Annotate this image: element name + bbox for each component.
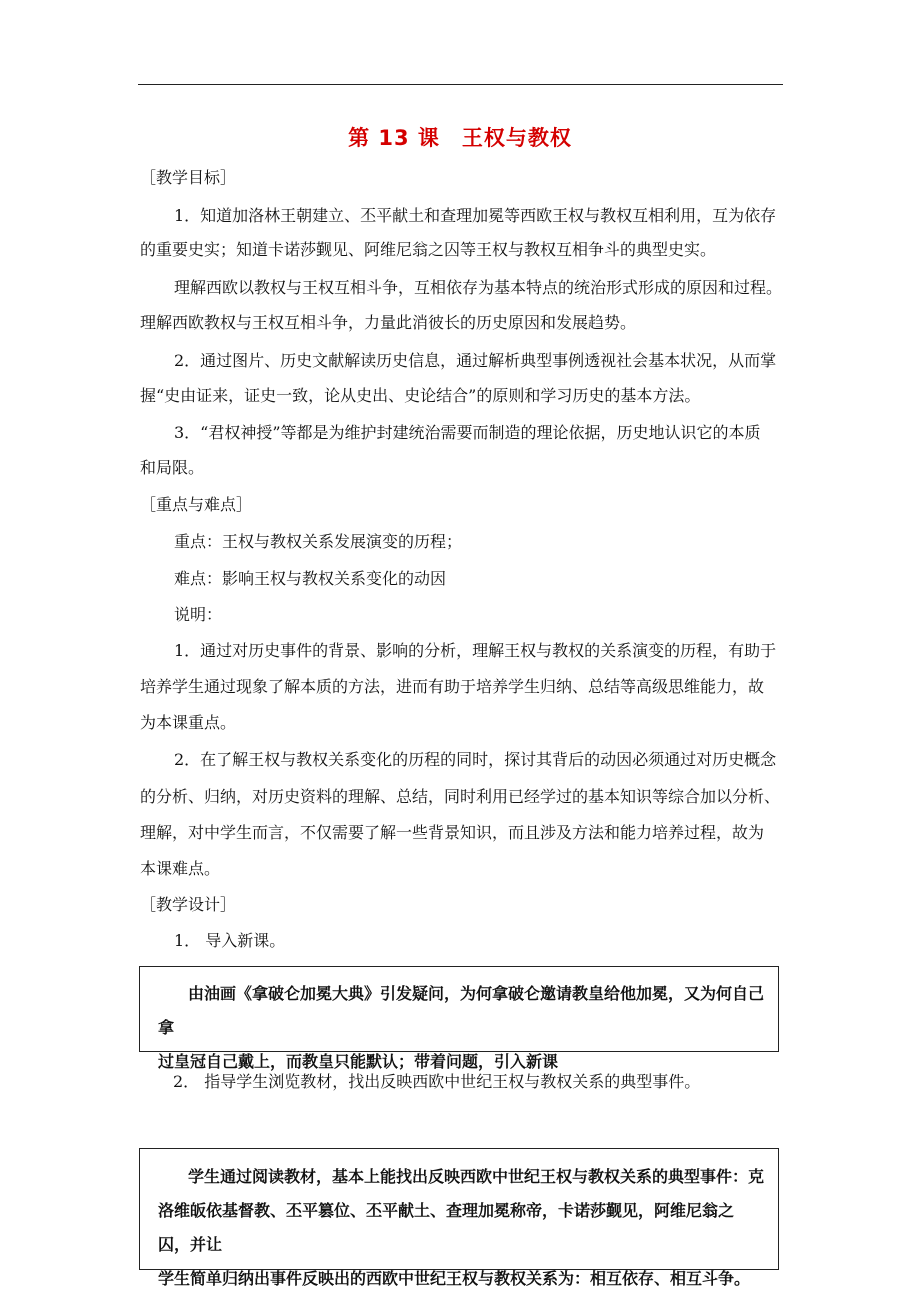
- step-2-heading: 2． 指导学生浏览教材，找出反映西欧中世纪王权与教权关系的典型事件。: [173, 1072, 701, 1091]
- paragraph-line: 的分析、归纳，对历史资料的理解、总结，同时利用已经学过的基本知识等综合加以分析、: [140, 787, 781, 806]
- section-heading-key-points: ［重点与难点］: [140, 495, 253, 514]
- explanation-label: 说明：: [174, 605, 223, 624]
- textbox-line: 学生简单归纳出事件反映出的西欧中世纪王权与教权关系为：相互依存、相互斗争。: [158, 1269, 751, 1288]
- textbox-line: 由油画《拿破仑加冕大典》引发疑问，为何拿破仑邀请教皇给他加冕，又为何自己拿: [158, 984, 765, 1037]
- section-heading-objectives: ［教学目标］: [140, 168, 237, 187]
- paragraph-line: 握“史由证来，证史一致，论从史出、史论结合”的原则和学习历史的基本方法。: [140, 386, 701, 405]
- paragraph-line: 和局限。: [140, 458, 205, 477]
- paragraph-line: 3．“君权神授”等都是为维护封建统治需要而制造的理论依据，历史地认识它的本质: [174, 423, 761, 442]
- textbox-line: 洛维皈依基督教、丕平篡位、丕平献土、查理加冕称帝，卡诺莎觐见，阿维尼翁之囚，并让: [158, 1201, 735, 1254]
- section-heading-design: ［教学设计］: [140, 895, 237, 914]
- paragraph-line: 的重要史实；知道卡诺莎觐见、阿维尼翁之囚等王权与教权互相争斗的典型史实。: [140, 240, 717, 259]
- step-1-heading: 1． 导入新课。: [174, 931, 286, 950]
- paragraph-line: 理解西欧教权与王权互相斗争，力量此消彼长的历史原因和发展趋势。: [140, 313, 637, 332]
- paragraph-line: 培养学生通过现象了解本质的方法，进而有助于培养学生归纳、总结等高级思维能力，故: [140, 677, 765, 696]
- paragraph-line: 本课难点。: [140, 859, 221, 878]
- intro-textbox: [139, 966, 779, 1071]
- paragraph-line: 理解，对中学生而言，不仅需要了解一些背景知识，而且涉及方法和能力培养过程，故为: [140, 823, 765, 842]
- lesson-topic: 王权与教权: [461, 126, 572, 150]
- paragraph-line: 1．知道加洛林王朝建立、丕平献土和查理加冕等西欧王权与教权互相利用，互为依存: [174, 206, 777, 225]
- paragraph-line: 为本课重点。: [140, 713, 237, 732]
- paragraph-line: 1．通过对历史事件的背景、影响的分析，理解王权与教权的关系演变的历程，有助于: [174, 641, 777, 660]
- difficult-point: 难点：影响王权与教权关系变化的动因: [174, 569, 447, 588]
- key-point: 重点：王权与教权关系发展演变的历程；: [174, 532, 463, 551]
- paragraph-line: 2．通过图片、历史文献解读历史信息，通过解析典型事例透视社会基本状况，从而掌: [174, 351, 777, 370]
- paragraph-line: 2．在了解王权与教权关系变化的历程的同时，探讨其背后的动因必须通过对历史概念: [174, 750, 777, 769]
- page-title: [0, 122, 920, 152]
- textbox-line: 学生通过阅读教材，基本上能找出反映西欧中世纪王权与教权关系的典型事件：克: [188, 1167, 765, 1186]
- activity-textbox: [139, 1148, 779, 1288]
- textbox-line: 过皇冠自己戴上，而教皇只能默认；带着问题，引入新课: [158, 1052, 559, 1071]
- paragraph-line: 理解西欧以教权与王权互相斗争，互相依存为基本特点的统治形式形成的原因和过程。: [174, 278, 783, 297]
- lesson-number: 第 13 课: [348, 126, 440, 150]
- header-rule: [138, 84, 783, 85]
